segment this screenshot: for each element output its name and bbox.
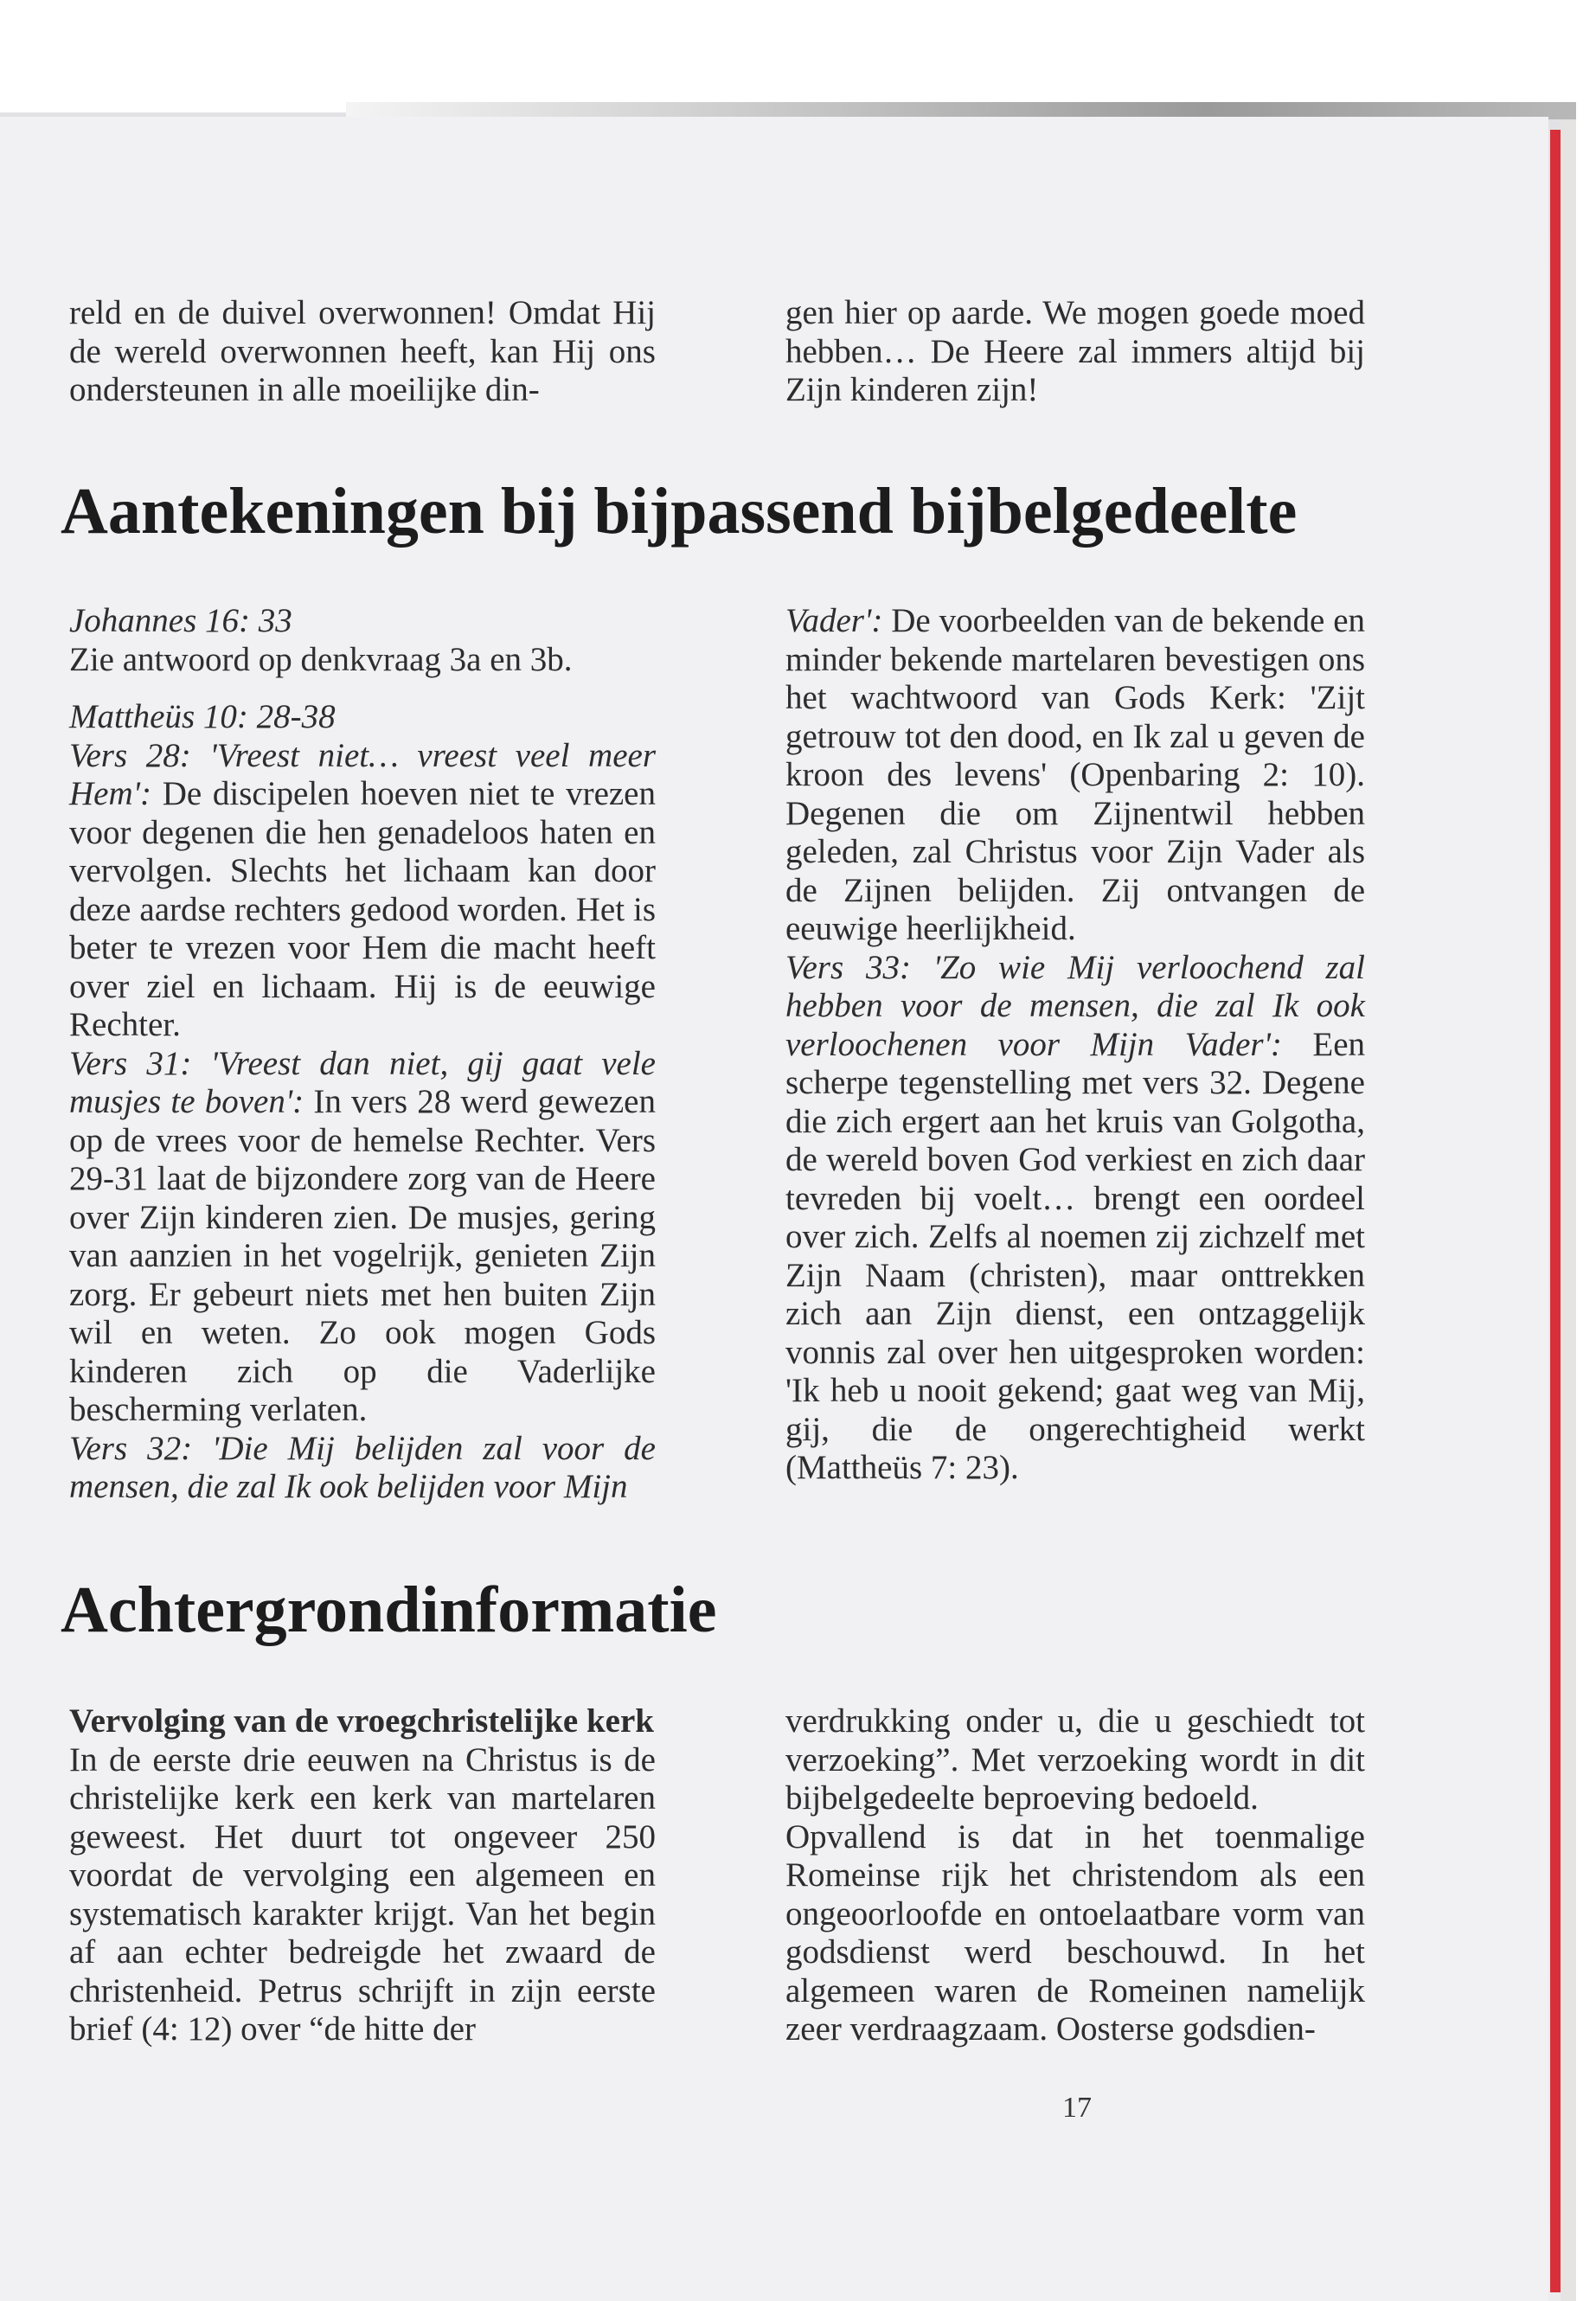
background-right-text-2: Opvallend is dat in het toenmalige Romeinse rijk het christendom als een ongeoorloofde en ontoelaatbare vorm van godsdienst werd beschouwd. In het algemeen waren de Romeinen namelijk zeer verdraagzaam. Oosterse godsdien- bbox=[785, 1817, 1365, 2048]
verse-32-note: Vader': De voorbeelden van de bekende en minder bekende martelaren bevestigen ons het wachtwoord van Gods Kerk: 'Zijt getrouw tot den dood, en Ik zal u geven de kroon des levens' (Openbaring 2: 10). Degenen die om Zijnentwil hebben geleden, zal Christus voor Zijn Vader als de Zijnen belijden. Zij ontvangen de eeuwige heerlijkheid. bbox=[785, 602, 1366, 947]
top-right-paragraph bbox=[785, 294, 1365, 410]
background-left-column bbox=[69, 1702, 656, 2049]
reference-john: Johannes 16: 33 bbox=[69, 602, 292, 639]
reference-matthew: Mattheüs 10: 28-38 bbox=[69, 698, 336, 735]
top-left-text: reld en de duivel overwonnen! Omdat Hij de wereld overwonnen heeft, kan Hij ons ondersteunen in alle moeilijke din- bbox=[69, 294, 656, 408]
section-heading-background: Achtergrondinformatie bbox=[61, 1574, 717, 1646]
top-right-text: gen hier op aarde. We mogen goede moed hebben… De Heere zal immers altijd bij Zijn kinderen zijn! bbox=[785, 294, 1365, 408]
verse-33-note: Vers 33: 'Zo wie Mij verloochend zal hebben voor de mensen, die zal Ik ook verloochenen voor Mijn Vader': Een scherpe tegenstelling met vers 32. Degene die zich ergert aan het kruis van Golgotha, de wereld boven God verkiest en zich daar tevreden bij voelt… brengt een oordeel over zich. Zelfs al noemen zij zichzelf met Zijn Naam (christen), maar onttrekken zich aan Zijn dienst, een ontzaggelijk vonnis zal over hen uitgesproken worden: 'Ik heb u nooit gekend; gaat weg van Mij, gij, die de ongerechtigheid werkt (Mattheüs 7: 23). bbox=[785, 948, 1366, 1486]
notes-right-column bbox=[785, 602, 1365, 1488]
verse-28-note: Vers 28: 'Vreest niet… vreest veel meer Hem': De discipelen hoeven niet te vrezen voor degenen die hen genadeloos haten en vervolgen. Slechts het lichaam kan door deze aardse rechters gedood worden. Het is beter te vrezen voor Hem die macht heeft over ziel en lichaam. Hij is de eeuwige Rechter. bbox=[69, 736, 656, 1043]
red-page-edge bbox=[1550, 130, 1561, 2292]
section-heading-notes: Aantekeningen bij bijpassend bijbelgedeelte bbox=[61, 475, 1298, 548]
verse-32-label: Vers 32: 'Die Mij belijden zal voor de mensen, die zal Ik ook belijden voor Mijn bbox=[69, 1429, 656, 1505]
background-right-text-1: verdrukking onder u, die u geschiedt tot verzoeking”. Met verzoeking wordt in dit bijbelgedeelte beproeving bedoeld. bbox=[785, 1702, 1365, 1817]
reference-john-text: Zie antwoord op denkvraag 3a en 3b. bbox=[69, 640, 573, 678]
background-left-text: In de eerste drie eeuwen na Christus is de christelijke kerk een kerk van martelaren geweest. Het duurt tot ongeveer 250 voordat de vervolging een algemeen en systematisch karakter krijgt. Van het begin af aan echter bedreigde het zwaard de christenheid. Petrus schrijft in zijn eerste brief (4: 12) over “de hitte der bbox=[69, 1740, 656, 2048]
background-subheading: Vervolging van de vroegchristelijke kerk bbox=[69, 1702, 654, 1740]
book-cover-edge bbox=[1561, 121, 1576, 2301]
background-right-column bbox=[785, 1702, 1365, 2049]
top-left-paragraph bbox=[69, 294, 656, 410]
verse-31-note: Vers 31: 'Vreest dan niet, gij gaat vele musjes te boven': In vers 28 werd gewezen op de vrees voor de hemelse Rechter. Vers 29-31 laat de bijzondere zorg van de Heere over Zijn kinderen zien. De musjes, gering van aanzien in het vogelrijk, genieten Zijn zorg. Er gebeurt niets met hen buiten Zijn wil en weten. Zo ook mogen Gods kinderen zich op die Vaderlijke bescherming verlaten. bbox=[69, 1044, 656, 1428]
notes-left-column bbox=[69, 602, 656, 1507]
page-number: 17 bbox=[1062, 2092, 1092, 2124]
